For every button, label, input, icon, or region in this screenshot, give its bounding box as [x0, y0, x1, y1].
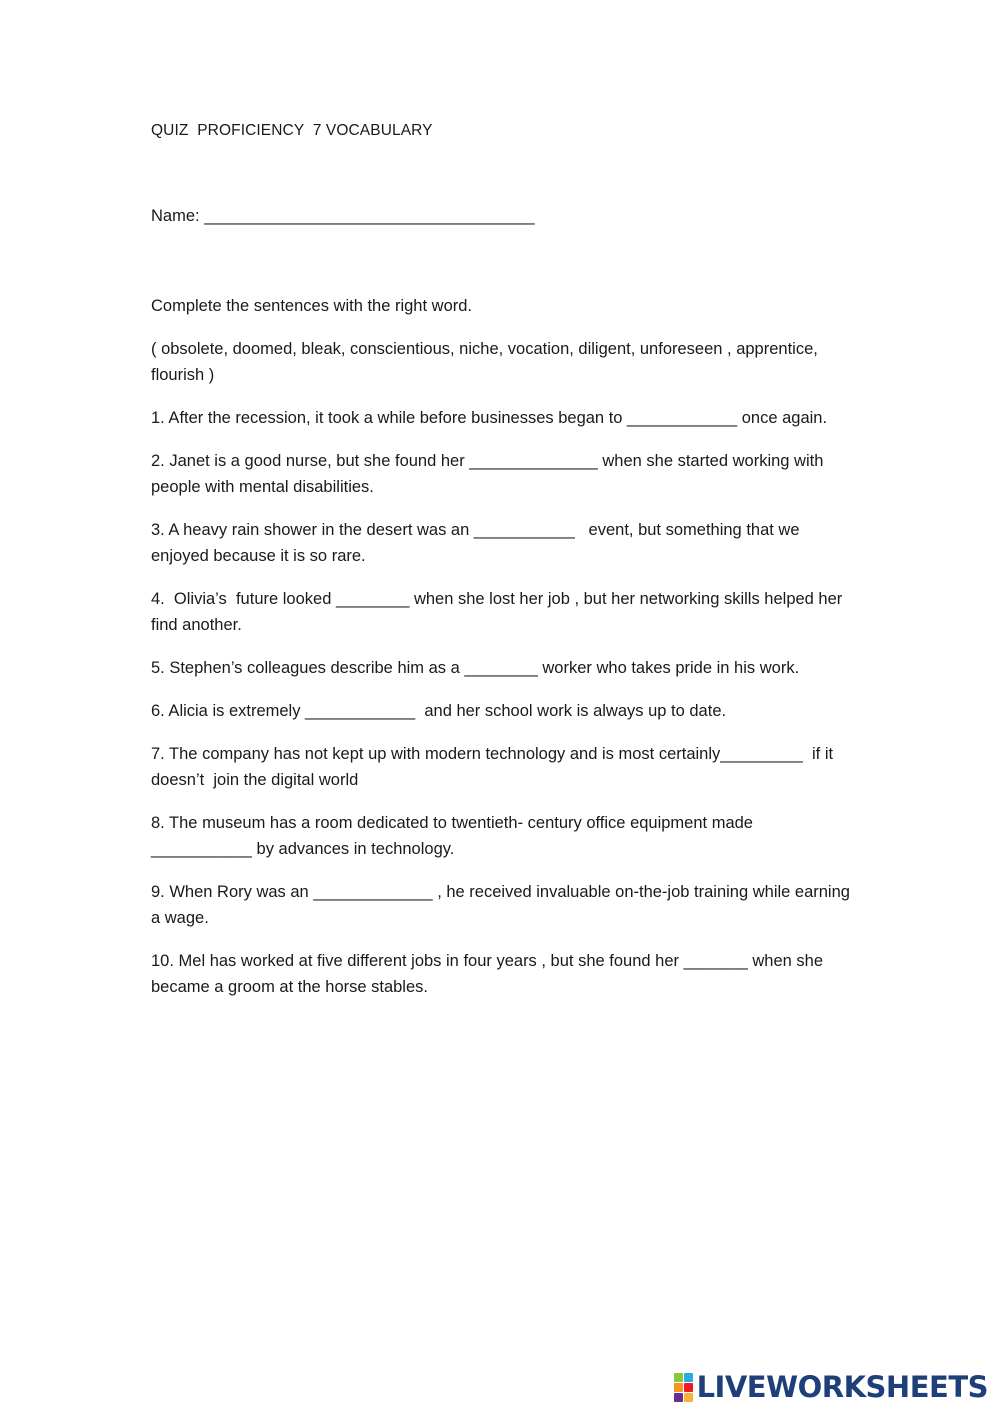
question-item: 6. Alicia is extremely ____________ and her school work is always up to date. — [151, 702, 727, 720]
question-item: 3. A heavy rain shower in the desert was an ___________ event, but something that we enjoyed because it is so rare. — [151, 521, 805, 565]
worksheet-title: QUIZ PROFICIENCY 7 VOCABULARY — [151, 122, 433, 139]
logo-text: LIVEWORKSHEETS — [696, 1370, 988, 1404]
word-bank: ( obsolete, doomed, bleak, conscientious, niche, vocation, diligent, unforeseen , apprentice, flourish ) — [151, 340, 823, 384]
question-item: 1. After the recession, it took a while before businesses began to ____________ once again. — [151, 409, 828, 427]
instructions-block — [151, 293, 851, 336]
question-item: 5. Stephen’s colleagues describe him as a ________ worker who takes pride in his work. — [151, 659, 800, 677]
logo-square — [674, 1383, 683, 1392]
question-item: 2. Janet is a good nurse, but she found her ______________ when she started working with people with mental disabilities. — [151, 452, 828, 496]
logo-square — [674, 1393, 683, 1402]
liveworksheets-logo — [674, 1370, 988, 1404]
logo-square — [684, 1373, 693, 1382]
logo-square — [684, 1383, 693, 1392]
question-item: 10. Mel has worked at five different jobs in four years , but she found her _______ when she became a groom at the horse stables. — [151, 952, 828, 996]
instruction-text: Complete the sentences with the right word. — [151, 297, 473, 315]
questions-list — [151, 336, 855, 1017]
logo-square — [684, 1393, 693, 1402]
question-item: 9. When Rory was an _____________ , he received invaluable on-the-job training while earning a wage. — [151, 883, 855, 927]
question-item: 8. The museum has a room dedicated to twentieth- century office equipment made ___________ by advances in technology. — [151, 814, 758, 858]
name-field-line: Name: ____________________________________ — [151, 207, 535, 225]
logo-square — [674, 1373, 683, 1382]
question-item: 7. The company has not kept up with modern technology and is most certainly_________ if it doesn’t join the digital world — [151, 745, 838, 789]
question-item: 4. Olivia’s future looked ________ when she lost her job , but her networking skills helped her find another. — [151, 590, 847, 634]
liveworksheets-logo-icon — [674, 1373, 693, 1402]
